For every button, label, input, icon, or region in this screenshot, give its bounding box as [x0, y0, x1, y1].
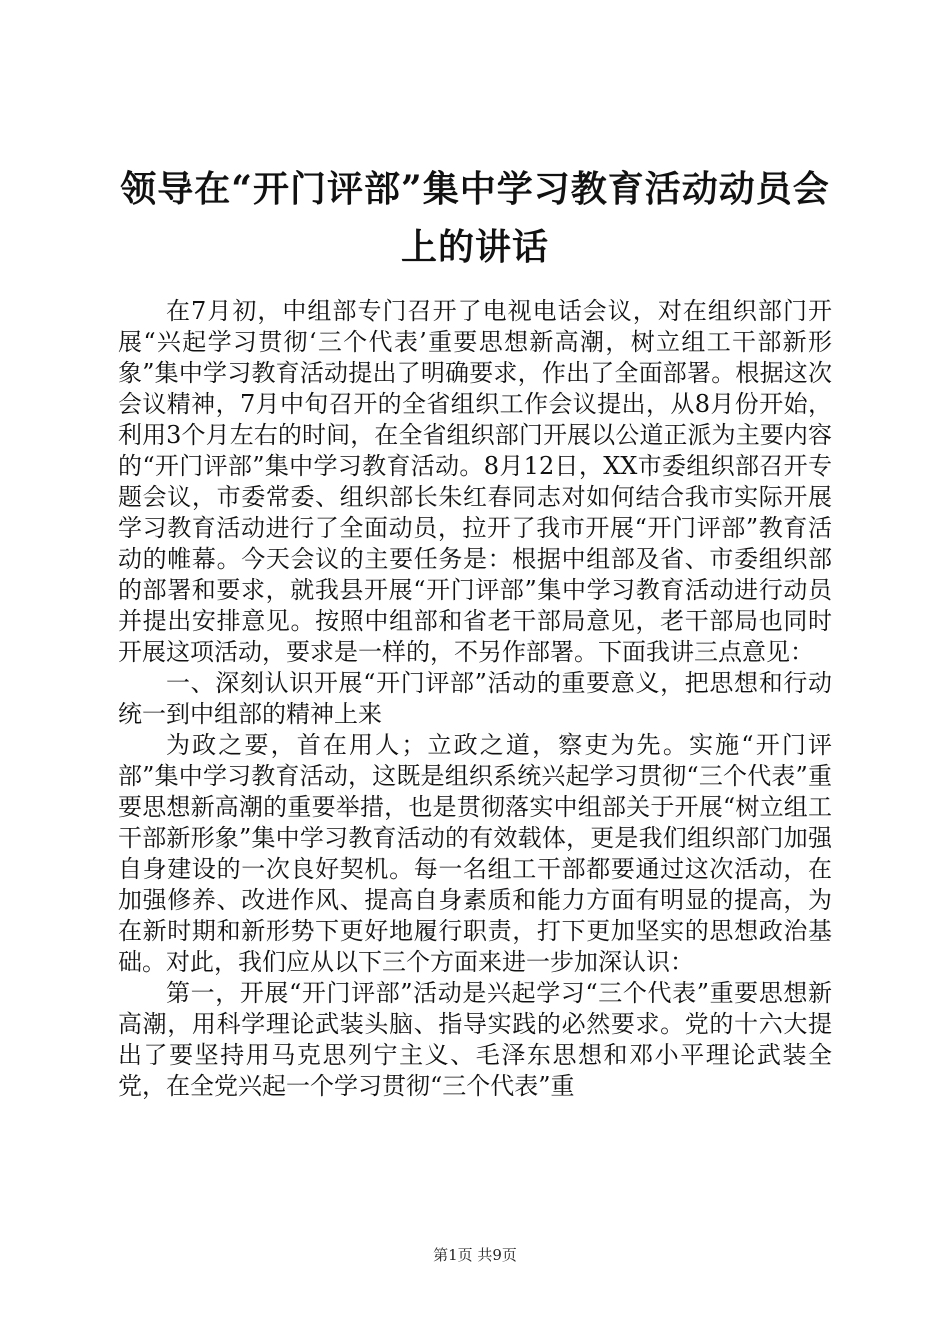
section-heading-1: 一、深刻认识开展“开门评部”活动的重要意义，把思想和行动统一到中组部的精神上来: [118, 669, 832, 728]
page-footer: 第1页 共9页: [433, 1246, 517, 1264]
document-body: [118, 296, 832, 1102]
document-title: 领导在“开门评部”集中学习教育活动动员会上的讲话: [120, 168, 830, 268]
paragraph-significance: 为政之要，首在用人；立政之道，察吏为先。实施“开门评部”集中学习教育活动，这既是组织系统兴起学习贯彻“三个代表”重要思想新高潮的重要举措，也是贯彻落实中组部关于开展“树立组工干部新形象”集中学习教育活动的有效载体，更是我们组织部门加强自身建设的一次良好契机。每一名组工干部都要通过这次活动，在加强修养、改进作风、提高自身素质和能力方面有明显的提高，为在新时期和新形势下更好地履行职责，打下更加坚实的思想政治基础。对此，我们应从以下三个方面来进一步加深认识：: [118, 731, 832, 976]
paragraph-first-point: 第一，开展“开门评部”活动是兴起学习“三个代表”重要思想新高潮，用科学理论武装头脑、指导实践的必然要求。党的十六大提出了要坚持用马克思列宁主义、毛泽东思想和邓小平理论武装全党，在全党兴起一个学习贯彻“三个代表”重: [118, 979, 832, 1100]
paragraph-intro: 在7月初，中组部专门召开了电视电话会议，对在组织部门开展“兴起学习贯彻‘三个代表’重要思想新高潮，树立组工干部新形象”集中学习教育活动提出了明确要求，作出了全面部署。根据这次会议精神，7月中旬召开的全省组织工作会议提出，从8月份开始，利用3个月左右的时间，在全省组织部门开展以公道正派为主要内容的“开门评部”集中学习教育活动。8月12日，XX市委组织部召开专题会议，市委常委、组织部长朱红春同志对如何结合我市实际开展学习教育活动进行了全面动员，拉开了我市开展“开门评部”教育活动的帷幕。今天会议的主要任务是：根据中组部及省、市委组织部的部署和要求，就我县开展“开门评部”集中学习教育活动进行动员并提出安排意见。按照中组部和省老干部局意见，老干部局也同时开展这项活动，要求是一样的，不另作部署。下面我讲三点意见：: [118, 297, 832, 666]
